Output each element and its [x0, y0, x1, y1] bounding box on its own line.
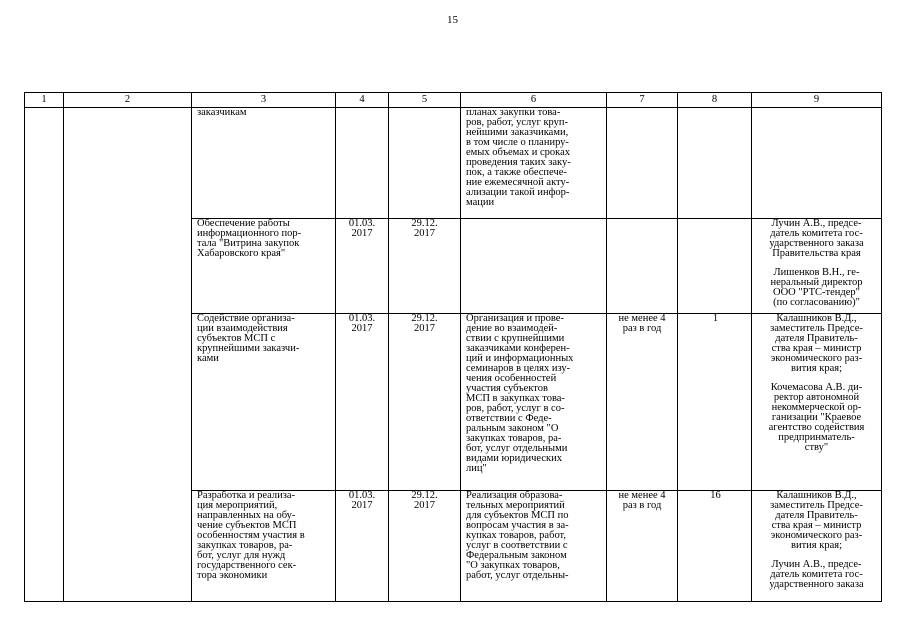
- responsible-cell: [752, 219, 882, 314]
- col1-merged-cell: [25, 108, 64, 602]
- result-cell: Организация и прове- дение во взаимодей- ствии с крупнейшими заказчиками конферен- ций и информационных семинаров в целях изу- чения особенностей участия субъектов МСП в закупках това- ров, работ, услуг в со- ответствии с Феде- ральным законом "О закупках товаров, ра- бот, услуг отдельными видами юридических лиц": [466, 313, 574, 474]
- header-cell: 2: [64, 93, 192, 108]
- start-date-cell: 01.03. 2017: [348, 218, 376, 239]
- activity-cell: Обеспечение работы информационного пор- тала "Витрина закупок Хабаровского края": [197, 218, 302, 259]
- responsible-cell: [752, 314, 882, 491]
- table-row: [25, 108, 882, 219]
- col2-merged-cell: [64, 108, 192, 602]
- end-date-cell: 29.12. 2017: [411, 490, 438, 511]
- header-cell: 5: [389, 93, 461, 108]
- header-cell: 3: [192, 93, 336, 108]
- value-cell: 1: [712, 313, 719, 324]
- header-row: [25, 93, 882, 108]
- start-date-cell: 01.03. 2017: [348, 313, 376, 334]
- responsible-person: Калашников В.Д., заместитель Предсе- дателя Правитель- ства края – министр экономического раз- вития края;: [770, 490, 863, 551]
- end-date-cell: 29.12. 2017: [411, 313, 438, 334]
- responsible-person: Лучин А.В., предсе- датель комитета гос- ударственного заказа: [769, 559, 864, 590]
- end-date-cell: 29.12. 2017: [411, 218, 438, 239]
- responsible-person: Кочемасова А.В. ди- ректор автономной некоммерческой ор- ганизации "Краевое агентство содействия предпринматель- ству": [768, 382, 865, 453]
- activity-cell: Содействие организа- ции взаимодействия субъектов МСП с крупнейшими заказчи- ками: [197, 313, 300, 364]
- activity-cell: заказчикам: [197, 107, 247, 118]
- indicator-cell: не менее 4 раз в год: [618, 490, 666, 511]
- header-cell: 1: [25, 93, 64, 108]
- header-cell: 9: [752, 93, 882, 108]
- result-cell: Реализация образова- тельных мероприятий для субъектов МСП по вопросам участия в за- купках товаров, работ, услуг в соответствии с Федеральным законом "О закупках товаров, работ, услуг отдельны-: [466, 490, 569, 581]
- result-cell: планах закупки това- ров, работ, услуг круп- нейшими заказчиками, в том числе о планиру- емых объемах и сроках проведения таких заку- пок, а также обеспече- ние ежемесячной акту- ализации такой инфор- мации: [466, 107, 571, 208]
- indicator-cell: не менее 4 раз в год: [618, 313, 666, 334]
- responsible-cell: [752, 108, 882, 219]
- page-number: 15: [447, 14, 458, 26]
- header-cell: 6: [461, 93, 607, 108]
- responsible-person: Калашников В.Д., заместитель Предсе- дателя Правитель- ства края – министр экономического раз- вития края;: [770, 313, 863, 374]
- responsible-cell: [752, 491, 882, 602]
- value-cell: 16: [710, 490, 721, 501]
- activity-cell: Разработка и реализа- ция мероприятий, направленных на обу- чение субъектов МСП особенностям участия в закупках товаров, ра- бот, услуг для нужд государственного сек- тора экономики: [197, 490, 305, 581]
- plan-table: [24, 92, 882, 602]
- responsible-person: Лучин А.В., предсе- датель комитета гос- ударственного заказа Правительства края: [769, 218, 864, 259]
- responsible-person: Лишенков В.Н., ге- неральный директор ООО "РТС-тендер" (по согласованию)": [770, 267, 863, 308]
- start-date-cell: 01.03. 2017: [348, 490, 376, 511]
- header-cell: 4: [336, 93, 389, 108]
- header-cell: 7: [607, 93, 678, 108]
- header-cell: 8: [678, 93, 752, 108]
